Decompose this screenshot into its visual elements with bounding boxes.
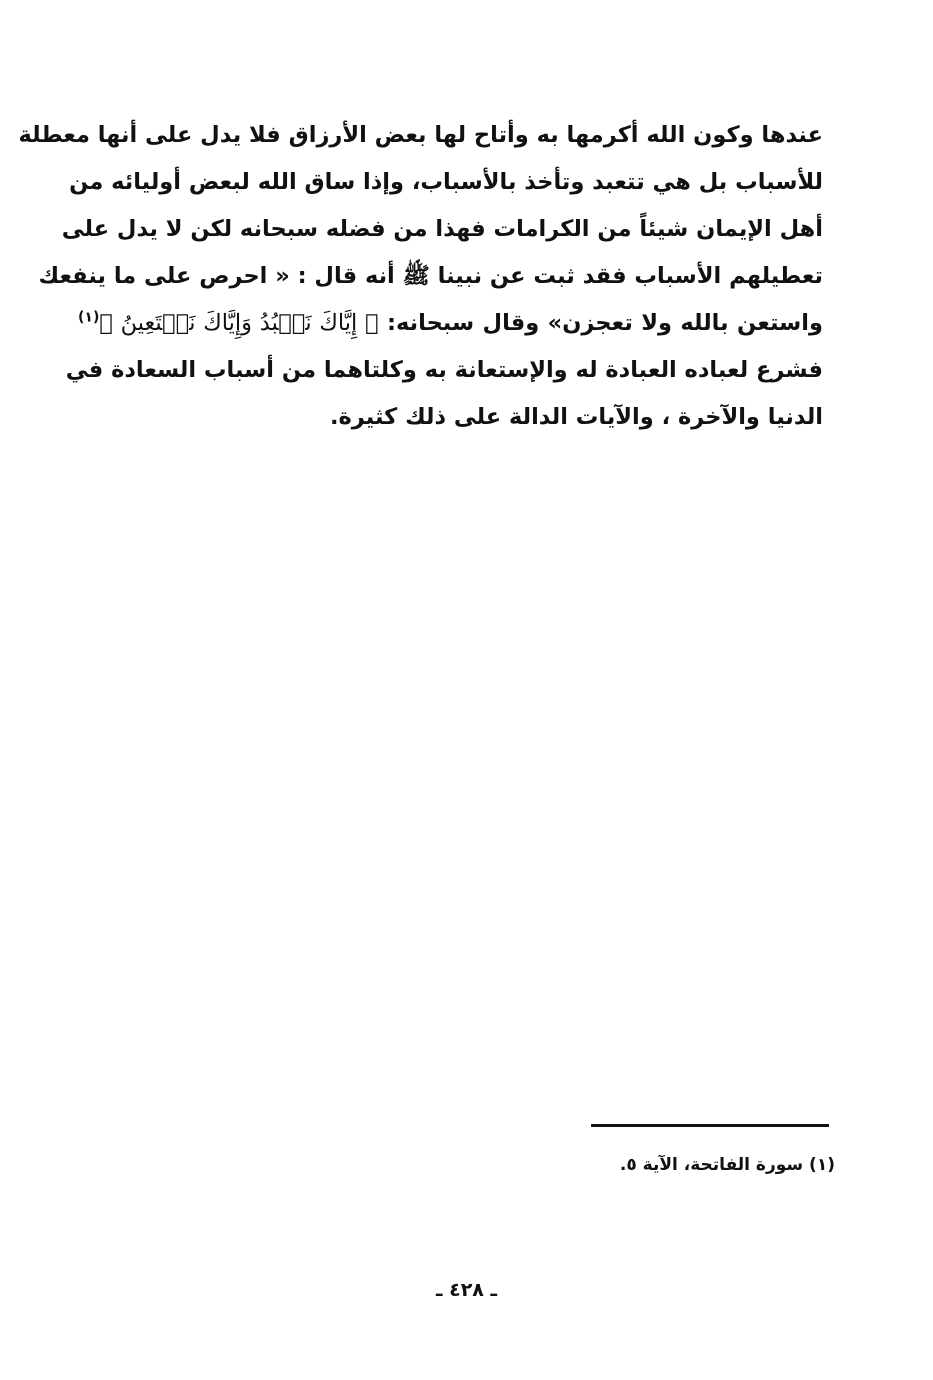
- text-line: فشرع لعباده العبادة له والإستعانة به وكلتاهما من أسباب السعادة في: [65, 357, 823, 383]
- quran-verse: ﴿ إِيَّاكَ نَعۡبُدُ وَإِيَّاكَ نَسۡتَعِينُ ﴾: [99, 310, 379, 336]
- text-line: تعطيلهم الأسباب فقد ثبت عن نبينا ﷺ أنه قال : « احرص على ما ينفعك: [38, 263, 823, 289]
- page-number: ـ ٤٢٨ ـ: [435, 1279, 497, 1301]
- text-line: عندها وكون الله أكرمها به وأتاح لها بعض الأرزاق فلا يدل على أنها معطلة: [18, 122, 823, 148]
- footnote-divider: [591, 1124, 829, 1127]
- footnote: (١) سورة الفاتحة، الآية ٥.: [619, 1155, 835, 1175]
- hadith-text: واستعن بالله ولا تعجزن» وقال سبحانه:: [387, 310, 823, 336]
- text-line: للأسباب بل هي تتعبد وتأخذ بالأسباب، وإذا ساق الله لبعض أوليائه من: [69, 169, 823, 195]
- text-line: الدنيا والآخرة ، والآيات الدالة على ذلك كثيرة.: [329, 404, 823, 430]
- main-text: [18, 112, 823, 441]
- footnote-reference: (١): [78, 309, 100, 326]
- text-line-quran: [78, 300, 823, 347]
- text-line: أهل الإيمان شيئاً من الكرامات فهذا من فضله سبحانه لكن لا يدل على: [61, 216, 823, 242]
